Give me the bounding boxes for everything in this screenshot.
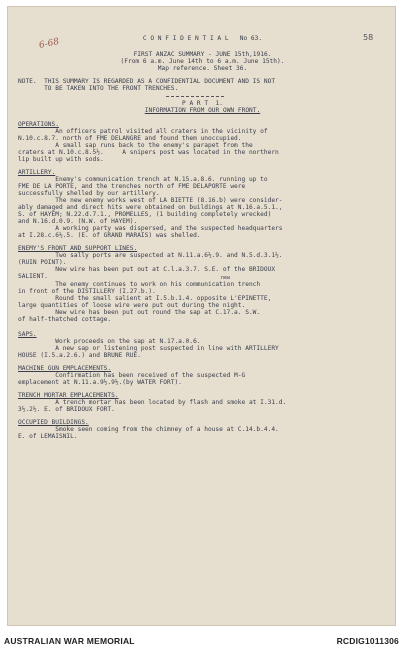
part-subheading: INFORMATION FROM OUR OWN FRONT.: [144, 107, 261, 114]
body-line: successfully shelled by our artillery.: [18, 190, 160, 197]
body-line: (RUIN POINT).: [18, 259, 67, 266]
body-line: An officers patrol visited all craters in the vicinity of: [18, 128, 268, 135]
divider: [166, 96, 224, 97]
body-line: The enemy continues to work on his communication trench: [18, 281, 261, 288]
body-line: A small sap runs back to the enemy's parapet from the: [18, 142, 253, 149]
note-line: TO BE TAKEN INTO THE FRONT TRENCHES.: [18, 85, 179, 92]
body-line: in front of the DISTILLERY (I.27.b.).: [18, 288, 156, 295]
body-line: large quantities of loose wire were put out during the night.: [18, 302, 246, 309]
archive-record-id: RCDIG1011306: [336, 636, 399, 646]
summary-period-line: (From 6 a.m. June 14th to 6 a.m. June 15th).: [120, 58, 285, 65]
map-reference-line: Map reference. Sheet 36.: [157, 65, 248, 72]
body-line: FME DE LA PORTE, and the trenches north of FME DELAPORTE were: [18, 183, 246, 190]
document-page: [7, 6, 396, 626]
body-line: lip built up with sods.: [18, 156, 104, 163]
section-heading: TRENCH MORTAR EMPLACEMENTS.: [18, 392, 119, 399]
body-line: of half-thatched cottage.: [18, 316, 112, 323]
section-heading: OCCUPIED BUILDINGS.: [18, 419, 89, 426]
body-line: Enemy's communication trench at N.15.a.8.6. running up to: [18, 176, 268, 183]
body-line: The new enemy works west of LA BIETTE (8.16.b) were consider-: [18, 197, 283, 204]
body-line: A working party was dispersed, and the suspected headquarters: [18, 225, 283, 232]
body-line: and N.16.d.0.9. (N.W. of HAYEM).: [18, 218, 138, 225]
body-line: Round the small salient at I.5.b.1.4. opposite L'EPINETTE,: [18, 295, 272, 302]
part-heading: P A R T 1.: [182, 100, 223, 107]
body-line: New wire has been put out at C.l.a.3.7. S.E. of the BRIDOUX: [18, 266, 276, 273]
body-line: emplacement at N.11.a.9½.9½.(by WATER FORT).: [18, 379, 182, 386]
body-line: Smoke seen coming from the chimney of a house at C.14.b.4.4.: [18, 426, 279, 433]
section-heading: OPERATIONS.: [18, 121, 59, 128]
body-line: craters at N.10.c.8.5½. A snipers post was located in the northern: [18, 149, 279, 156]
body-line: New wire has been put out round the sap at C.17.a. S.W.: [18, 309, 261, 316]
body-line: ably damaged and direct hits were obtained on buildings at N.16.a.5.1.,: [18, 204, 283, 211]
body-line: 3½.2½. E. of BRIDOUX FORT.: [18, 406, 115, 413]
body-line: HOUSE (I.5.a.2.6.) and BRUNE RUE.: [18, 352, 141, 359]
interlinear-insertion: new: [221, 275, 231, 281]
body-line: N.10.c.8.7. north of FME DELANGRE and found them unoccupied.: [18, 135, 242, 142]
pencil-reference-mark: 6-68: [38, 37, 61, 51]
summary-date-line: FIRST ANZAC SUMMARY - JUNE 15th,1916.: [133, 51, 272, 58]
page-number: 58: [363, 33, 374, 42]
body-line: S. of HAYEM; N.22.d.7.1., PROMELLES, (1 building completely wrecked): [18, 211, 272, 218]
body-line: A trench mortar has been located by flash and smoke at I.31.d.: [18, 399, 287, 406]
document-title: C O N F I D E N T I A L No 63.: [142, 35, 263, 42]
section-heading: ARTILLERY.: [18, 169, 56, 176]
section-heading: ENEMY'S FRONT AND SUPPORT LINES.: [18, 245, 138, 252]
section-heading: SAPS.: [18, 331, 37, 338]
note-line: NOTE. THIS SUMMARY IS REGARDED AS A CONFIDENTIAL DOCUMENT AND IS NOT: [18, 78, 276, 85]
body-line: A new sap or listening post suspected in line with ARTILLERY: [18, 345, 279, 352]
body-line: E. of LEMAISNIL.: [18, 433, 78, 440]
archive-credit: AUSTRALIAN WAR MEMORIAL: [4, 636, 135, 646]
body-line: Two sally ports are suspected at N.11.a.6½.9. and N.5.d.3.1½.: [18, 252, 283, 259]
section-heading: MACHINE GUN EMPLACEMENTS.: [18, 365, 112, 372]
body-line: Confirmation has been received of the suspected M-G: [18, 372, 246, 379]
body-line: at I.28.c.6½.5. (E. of GRAND MARAIS) was shelled.: [18, 232, 201, 239]
body-line: SALIENT.: [18, 273, 48, 280]
body-line: Work proceeds on the sap at N.17.a.0.6.: [18, 338, 201, 345]
